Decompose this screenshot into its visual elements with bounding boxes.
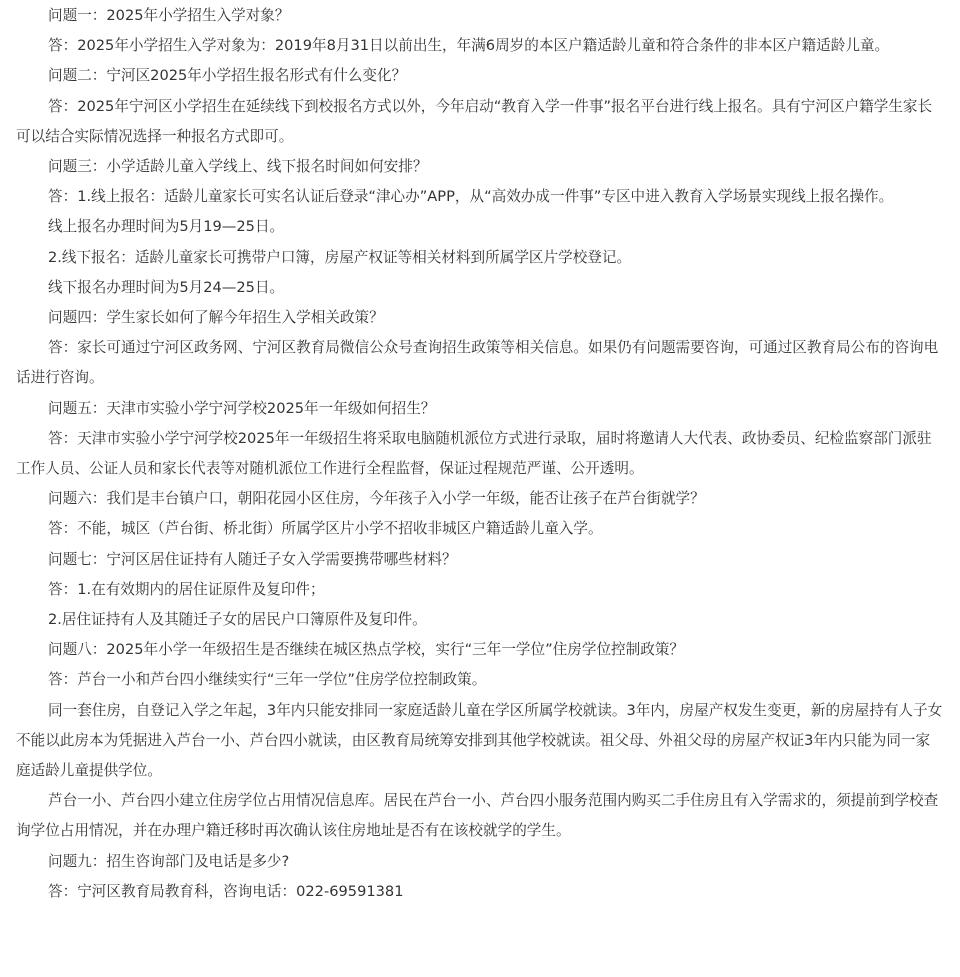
answer-9-contact: 答：宁河区教育局教育科，咨询电话：022-69591381: [48, 882, 404, 900]
question-5: 问题五：天津市实验小学宁河学校2025年一年级如何招生？: [48, 399, 436, 417]
answer-3-online: 答：1.线上报名：适龄儿童家长可实名认证后登录“津心办”APP，从“高效办成一件事”专区中进入教育入学场景实现线上报名操作。: [48, 188, 894, 206]
answer-5: 答：天津市实验小学宁河学校2025年一年级招生将采取电脑随机派位方式进行录取，届时将邀请人大代表、政协委员、纪检监察部门派驻工作人员、公证人员和家长代表等对随机派位工作进行全程监督，保证过程规范严谨、公开透明。: [16, 429, 932, 478]
question-2: 问题二：宁河区2025年小学招生报名形式有什么变化？: [48, 67, 407, 85]
answer-4: 答：家长可通过宁河区政务网、宁河区教育局微信公众号查询招生政策等相关信息。如果仍有问题需要咨询，可通过区教育局公布的咨询电话进行咨询。: [16, 339, 939, 387]
question-8: 问题八：2025年小学一年级招生是否继续在城区热点学校，实行“三年一学位”住房学位控制政策？: [48, 641, 685, 659]
answer-3-offline-time: 线下报名办理时间为5月24—25日。: [48, 278, 285, 296]
answer-1: 答：2025年小学招生入学对象为：2019年8月31日以前出生，年满6周岁的本区户籍适龄儿童和符合条件的非本区户籍适龄儿童。: [48, 37, 890, 55]
answer-8-housing-rule: 同一套住房，自登记入学之年起，3年内只能安排同一家庭适龄儿童在学区所属学校就读。3年内，房屋产权发生变更，新的房屋持有人子女不能以此房本为凭据进入芦台一小、芦台四小就读，由区教育局统筹安排到其他学校就读。祖父母、外祖父母的房屋产权证3年内只能为同一家庭适龄儿童提供学位。: [16, 701, 943, 780]
question-7: 问题七：宁河区居住证持有人随迁子女入学需要携带哪些材料？: [48, 550, 457, 568]
answer-8-database: 芦台一小、芦台四小建立住房学位占用情况信息库。居民在芦台一小、芦台四小服务范围内购买二手住房且有入学需求的，须提前到学校查询学位占用情况，并在办理户籍迁移时再次确认该住房地址是否有在该校就学的学生。: [16, 792, 939, 840]
question-6: 问题六：我们是丰台镇户口，朝阳花园小区住房，今年孩子入小学一年级，能否让孩子在芦台街就学？: [48, 490, 705, 508]
answer-7-item-2: 2.居住证持有人及其随迁子女的居民户口簿原件及复印件。: [48, 611, 427, 629]
question-4: 问题四：学生家长如何了解今年招生入学相关政策？: [48, 309, 384, 327]
question-1: 问题一：2025年小学招生入学对象？: [48, 7, 290, 24]
answer-6: 答：不能，城区（芦台街、桥北街）所属学区片小学不招收非城区户籍适龄儿童入学。: [48, 520, 603, 538]
answer-7-item-1: 答：1.在有效期内的居住证原件及复印件；: [48, 580, 325, 598]
answer-3-offline: 2.线下报名：适龄儿童家长可携带户口簿，房屋产权证等相关材料到所属学区片学校登记。: [48, 248, 632, 266]
answer-3-online-time: 线上报名办理时间为5月19—25日。: [48, 218, 285, 236]
question-3: 问题三：小学适龄儿童入学线上、线下报名时间如何安排？: [48, 158, 428, 176]
answer-8: 答：芦台一小和芦台四小继续实行“三年一学位”住房学位控制政策。: [48, 671, 487, 689]
question-9: 问题九：招生咨询部门及电话是多少?: [48, 852, 290, 870]
answer-2: 答：2025年宁河区小学招生在延续线下到校报名方式以外，今年启动“教育入学一件事”报名平台进行线上报名。具有宁河区户籍学生家长可以结合实际情况选择一种报名方式即可。: [16, 97, 933, 145]
